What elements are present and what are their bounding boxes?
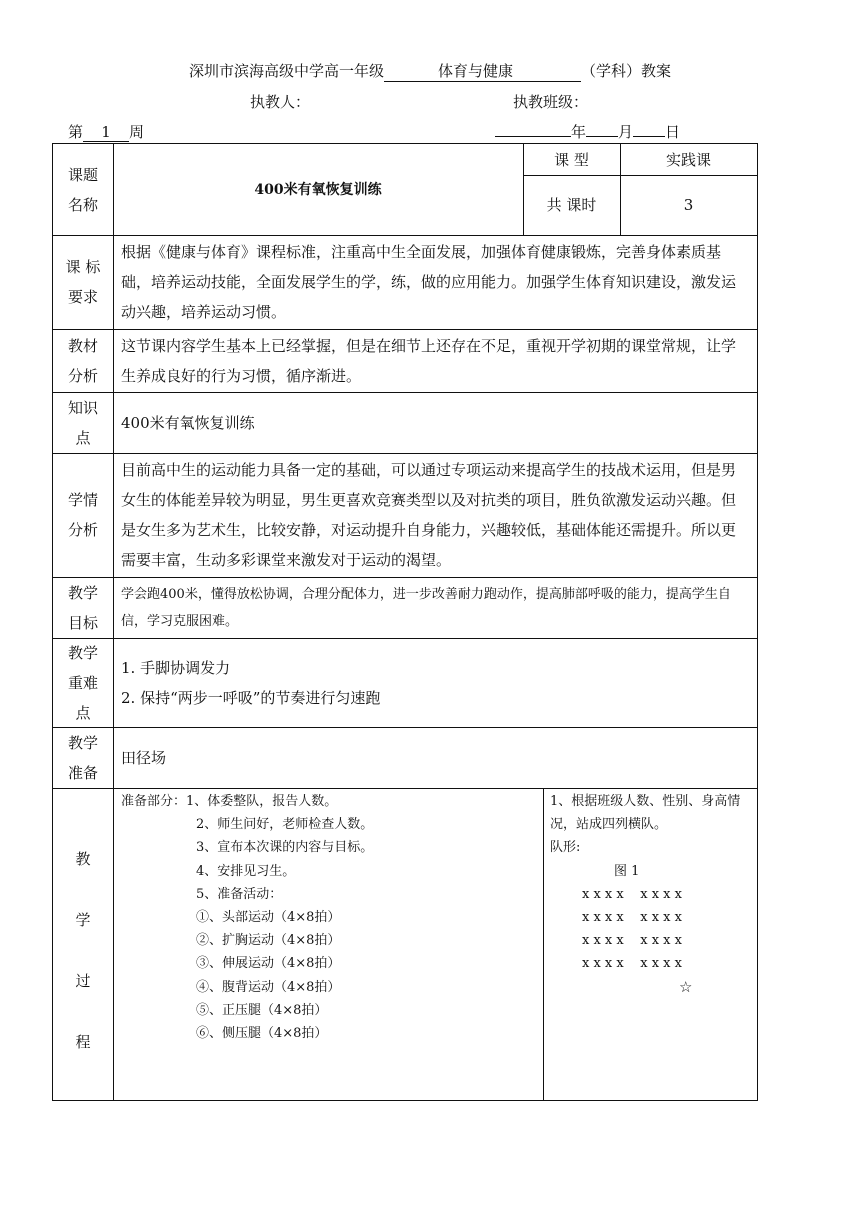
month-blank	[586, 136, 618, 137]
page-title	[0, 60, 860, 82]
student-analysis-text: 目前高中生的运动能力具备一定的基础，可以通过专项运动来提高学生的技战术运用，但是男女生的体能差异较为明显，男生更喜欢竞赛类型以及对抗类的项目，胜负欲激发运动兴趣。但是女生多为艺术生，比较安静，对运动提升自身能力，兴趣较低，基础体能还需提升。所以更需要丰富，生动多彩课堂来激发对于运动的渴望。	[121, 461, 737, 569]
year-label: 年	[571, 123, 587, 141]
process-step: 准备部分：1、体委整队，报告人数。	[121, 794, 338, 809]
process-label-char: 学	[75, 911, 91, 929]
process-step: 4、安排见习生。	[196, 863, 296, 879]
process-step: ⑥、侧压腿（4×8拍）	[196, 1026, 328, 1042]
week-field	[68, 121, 144, 142]
goals-text: 学会跑400米，懂得放松协调，合理分配体力，进一步改善耐力跑动作，提高肺部呼吸的能力，提高学生自信，学习克服困难。	[121, 587, 731, 629]
key-points-list	[113, 653, 757, 727]
process-steps	[113, 790, 543, 1090]
lesson-type-label: 课 型	[554, 150, 589, 169]
standards-text: 根据《健康与体育》课程标准，注重高中生全面发展，加强体育健康锻炼，完善身体素质基础，培养运动技能，全面发展学生的学，练，做的应用能力。加强学生体育知识建设，激发运动兴趣，培养运动习惯。	[121, 243, 737, 321]
process-step: 5、准备活动：	[196, 886, 283, 902]
key-point-item: 2. 保持“两步一呼吸”的节奏进行匀速跑	[121, 689, 381, 707]
subject-value: 体育与健康	[438, 62, 514, 80]
row-divider	[53, 788, 757, 789]
process-label-char: 程	[75, 1033, 91, 1051]
row-divider	[53, 235, 757, 236]
week-prefix: 第	[68, 123, 84, 141]
knowledge-text: 400米有氧恢复训练	[121, 413, 255, 432]
formation-label: 队形:	[550, 840, 581, 856]
process-label	[53, 788, 113, 1100]
process-step: ①、头部运动（4×8拍）	[196, 910, 341, 926]
week-value: 1	[83, 123, 129, 142]
lesson-type-value: 实践课	[665, 150, 711, 169]
key-points-label: 教学重难点	[67, 643, 98, 722]
process-step: 3、宣布本次课的内容与目标。	[196, 840, 374, 856]
topic-label: 课题名称	[67, 165, 98, 214]
preparation-label: 教学准备	[67, 733, 98, 782]
goals-label: 教学目标	[67, 583, 98, 632]
organization-text: 1、根据班级人数、性别、身高情况，站成四列横队。	[550, 794, 741, 833]
organization-column	[544, 790, 757, 1090]
process-step: ⑤、正压腿（4×8拍）	[196, 1002, 328, 1018]
material-analysis-label: 教材分析	[67, 336, 98, 385]
day-blank	[633, 136, 665, 137]
figure-label: 图 1	[614, 863, 640, 879]
process-label-char: 过	[75, 972, 91, 990]
class-label: 执教班级：	[513, 93, 589, 111]
row-divider	[53, 577, 757, 578]
month-label: 月	[618, 123, 634, 141]
row-divider	[53, 453, 757, 454]
year-blank	[495, 136, 571, 137]
date-field	[495, 121, 680, 142]
total-hours-label: 共 课时	[546, 196, 597, 214]
day-label: 日	[665, 123, 681, 141]
formation-row: x x x x x x x x	[582, 933, 682, 949]
week-suffix: 周	[129, 123, 145, 141]
formation-row: x x x x x x x x	[582, 956, 682, 972]
preparation-text: 田径场	[121, 748, 167, 767]
lesson-plan-table	[52, 143, 758, 1101]
title-prefix: 深圳市滨海高级中学高一年级	[188, 62, 384, 80]
formation-row: x x x x x x x x	[582, 910, 682, 926]
process-label-char: 教	[75, 850, 91, 868]
formation-row: x x x x x x x x	[582, 886, 682, 902]
row-divider	[53, 329, 757, 330]
teacher-position-icon: ☆	[679, 977, 693, 996]
material-analysis-text: 这节课内容学生基本上已经掌握，但是在细节上还存在不足，重视开学初期的课堂常规，让学生养成良好的行为习惯，循序渐进。	[121, 337, 737, 385]
total-hours-value: 3	[683, 196, 694, 214]
process-step: ②、扩胸运动（4×8拍）	[196, 933, 341, 949]
row-divider	[53, 638, 757, 639]
topic-value: 400米有氧恢复训练	[254, 181, 382, 198]
title-suffix: （学科）教案	[581, 62, 672, 80]
knowledge-label: 知识点	[67, 398, 98, 447]
teacher-label: 执教人：	[250, 93, 311, 111]
standards-label: 课 标要求	[65, 258, 101, 306]
subject-blank	[384, 60, 581, 82]
process-step: ④、腹背运动（4×8拍）	[196, 979, 341, 995]
process-step: ③、伸展运动（4×8拍）	[196, 956, 341, 972]
key-point-item: 1. 手脚协调发力	[121, 659, 231, 677]
process-step: 2、师生问好，老师检查人数。	[196, 817, 374, 833]
student-analysis-label: 学情分析	[67, 491, 98, 539]
